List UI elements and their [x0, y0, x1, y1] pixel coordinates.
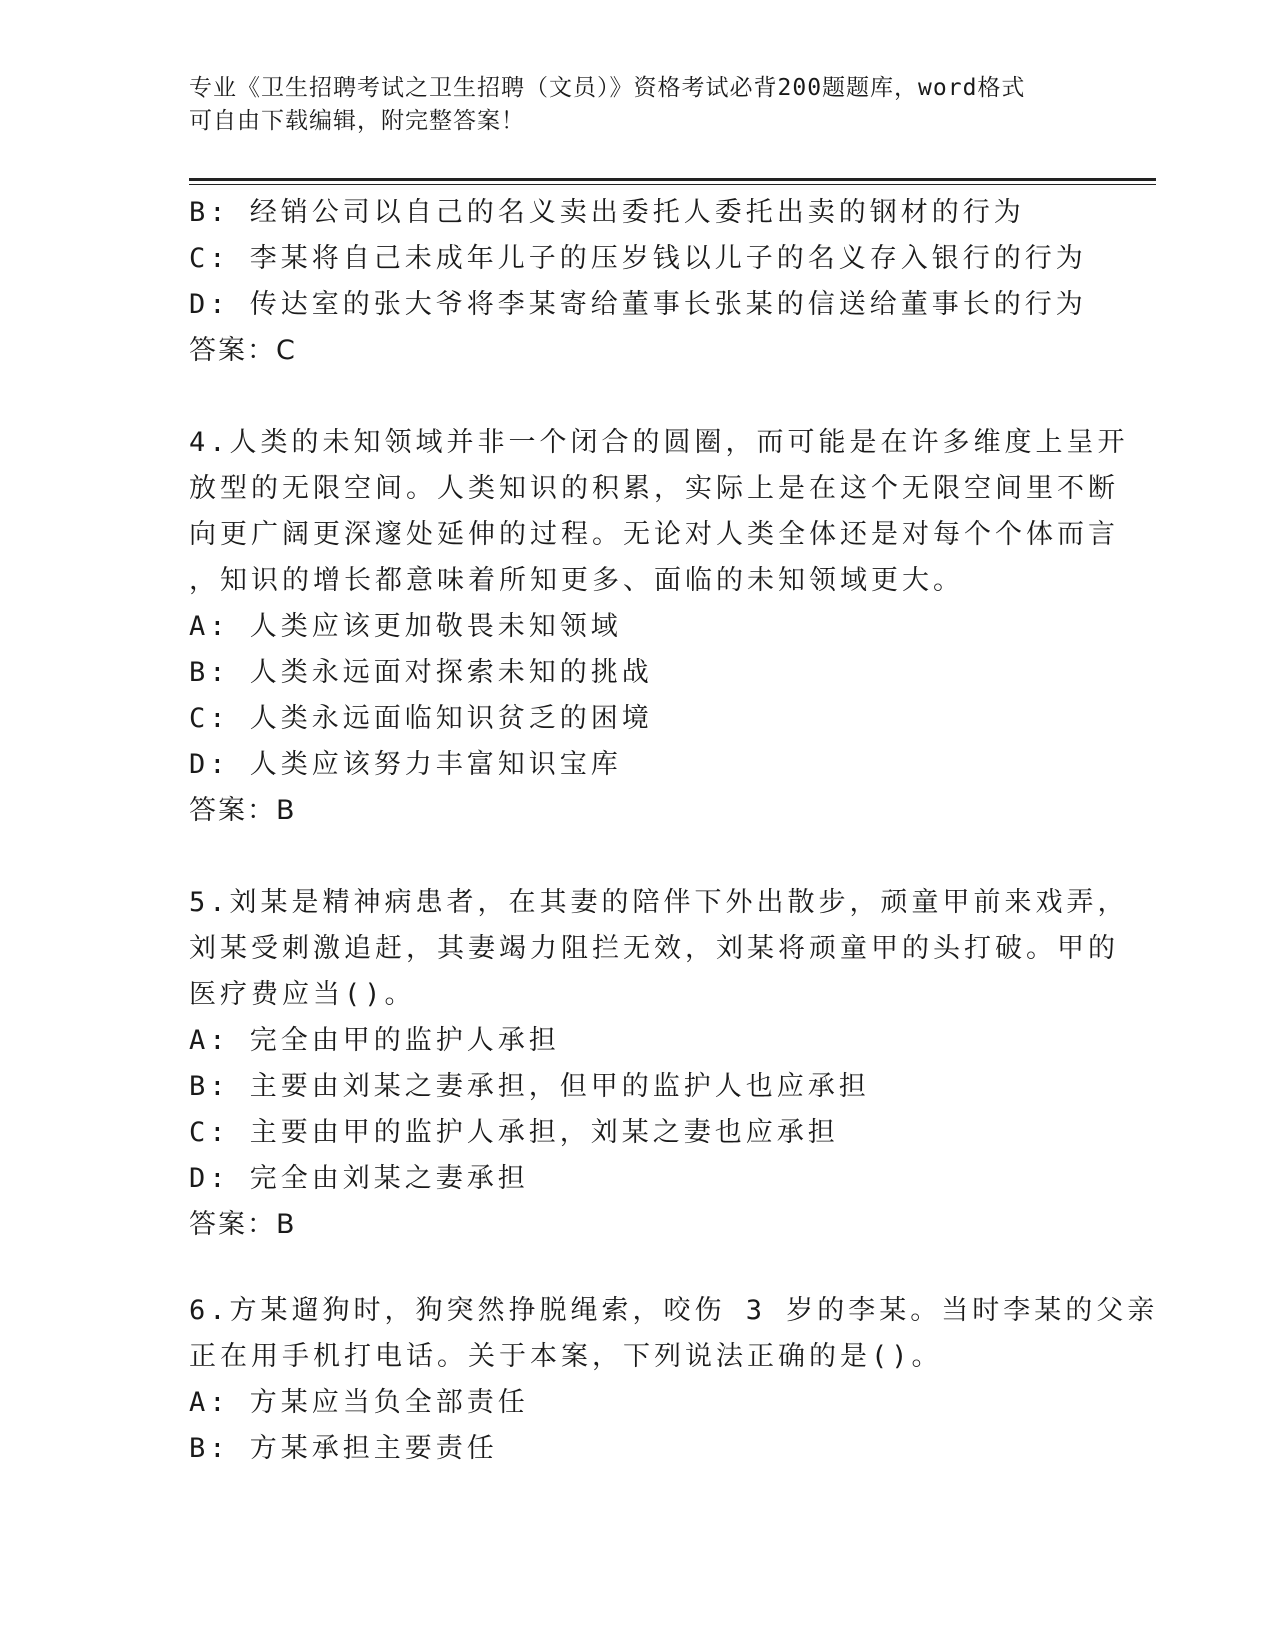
option-a: A: 完全由甲的监护人承担	[189, 1025, 560, 1056]
question-stem-line: 4.人类的未知领域并非一个闭合的圆圈，而可能是在许多维度上呈开	[189, 427, 1129, 458]
option-c: C: 主要由甲的监护人承担，刘某之妻也应承担	[189, 1117, 839, 1148]
header-line-1: 专业《卫生招聘考试之卫生招聘（文员）》资格考试必背200题题库，word格式	[189, 75, 1026, 101]
header-divider-thin	[189, 184, 1156, 185]
option-b: B: 人类永远面对探索未知的挑战	[189, 657, 653, 688]
question-stem-line: 5.刘某是精神病患者，在其妻的陪伴下外出散步，顽童甲前来戏弄，	[189, 887, 1129, 918]
question-content	[189, 190, 1159, 1472]
question-stem-line: 正在用手机打电话。关于本案，下列说法正确的是()。	[189, 1341, 943, 1372]
option-b: B: 经销公司以自己的名义卖出委托人委托出卖的钢材的行为	[189, 197, 1025, 228]
question-stem-line: 放型的无限空间。人类知识的积累，实际上是在这个无限空间里不断	[189, 473, 1119, 504]
answer-line: 答案：B	[189, 795, 297, 826]
option-c: C: 人类永远面临知识贫乏的困境	[189, 703, 653, 734]
answer-line: 答案：C	[189, 335, 297, 366]
option-a: A: 方某应当负全部责任	[189, 1387, 529, 1418]
option-d: D: 完全由刘某之妻承担	[189, 1163, 529, 1194]
question-5	[189, 880, 1129, 1248]
option-a: A: 人类应该更加敬畏未知领域	[189, 611, 622, 642]
spacer	[189, 834, 1089, 880]
header-divider-thick	[189, 178, 1156, 181]
question-stem-line: 医疗费应当()。	[189, 979, 416, 1010]
spacer	[189, 374, 1089, 420]
question-stem-line: 6.方某遛狗时，狗突然挣脱绳索，咬伤 3 岁的李某。当时李某的父亲	[189, 1295, 1159, 1326]
option-b: B: 主要由刘某之妻承担，但甲的监护人也应承担	[189, 1071, 870, 1102]
spacer	[189, 1248, 1089, 1288]
question-3-continued	[189, 190, 1089, 374]
option-d: D: 人类应该努力丰富知识宝库	[189, 749, 622, 780]
question-4	[189, 420, 1129, 834]
answer-line: 答案：B	[189, 1209, 297, 1240]
option-c: C: 李某将自己未成年儿子的压岁钱以儿子的名义存入银行的行为	[189, 243, 1087, 274]
question-stem-line: ，知识的增长都意味着所知更多、面临的未知领域更大。	[189, 565, 964, 596]
option-d: D: 传达室的张大爷将李某寄给董事长张某的信送给董事长的行为	[189, 289, 1087, 320]
question-6	[189, 1288, 1159, 1472]
option-b: B: 方某承担主要责任	[189, 1433, 498, 1464]
document-header	[189, 72, 1089, 138]
header-line-2: 可自由下载编辑，附完整答案！	[189, 108, 525, 134]
question-stem-line: 刘某受刺激追赶，其妻竭力阻拦无效，刘某将顽童甲的头打破。甲的	[189, 933, 1119, 964]
question-stem-line: 向更广阔更深邃处延伸的过程。无论对人类全体还是对每个个体而言	[189, 519, 1119, 550]
